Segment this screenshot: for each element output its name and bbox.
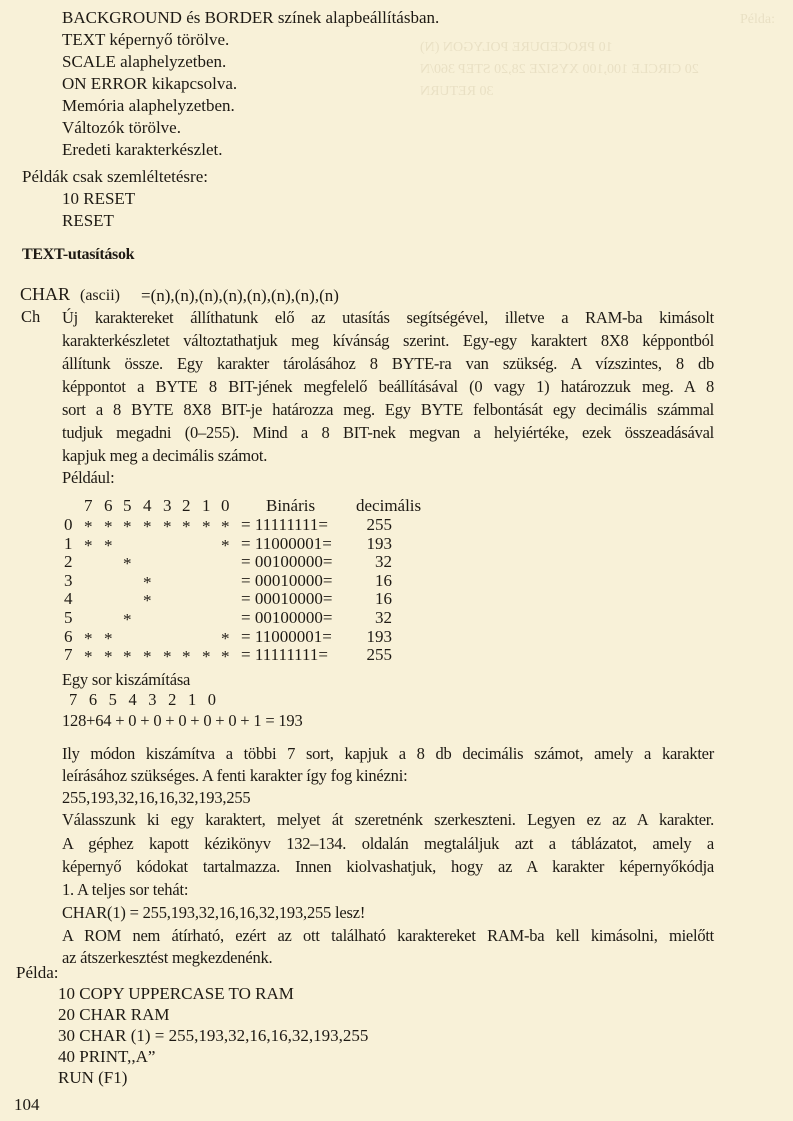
explanation-line: leírásához szükséges. A fenti karakter így fog kinézni: [62, 766, 408, 785]
pixel-cell: * [202, 517, 211, 536]
row-index: 1 [64, 533, 73, 553]
pixel-cell: * [84, 535, 93, 555]
explanation-line: az átszerkesztést megkezdenénk. [62, 948, 273, 967]
row-index: 4 [64, 589, 73, 609]
binary-header: Bináris [266, 496, 316, 515]
binary-value: = 11000001= [241, 533, 332, 553]
decimal-value: 16 [375, 589, 392, 609]
description-line: kapjuk meg a decimális számot. [62, 446, 268, 465]
code-line: RESET [62, 211, 114, 230]
pixel-cell: * [163, 517, 172, 536]
column-header: 7 [84, 496, 93, 515]
decimal-value: 32 [375, 552, 392, 572]
example-label: Például: [62, 468, 115, 487]
syntax-keyword: CHAR [20, 284, 71, 304]
pixel-cell: * [104, 517, 113, 536]
binary-value: = 11111111= [241, 515, 329, 534]
pixel-cell: * [104, 647, 113, 667]
pixel-cell: * [84, 647, 93, 667]
description-line: képpontot a BYTE 8 BIT-jének megfelelő beállításával (0 vagy 1) határozzuk meg. A 8 [62, 377, 714, 396]
row-index: 3 [64, 570, 73, 590]
description-line: tudjuk megadni (0–255). Mind a 8 BIT-nek megvan a helyiértéke, ezek összeadásával [62, 423, 714, 442]
row-calc-bits: 7 6 5 4 3 2 1 0 [69, 690, 216, 709]
pixel-cell: * [221, 535, 230, 555]
pixel-cell: * [163, 647, 172, 667]
decimal-value: 255 [366, 515, 392, 534]
pixel-cell: * [182, 517, 191, 536]
reset-examples-label: Példák csak szemléltetésre: [22, 167, 208, 186]
code-line: 40 PRINT,,A” [58, 1047, 156, 1066]
binary-value: = 00010000= [241, 589, 333, 609]
binary-value: = 00010000= [241, 570, 333, 590]
decimal-value: 193 [366, 626, 392, 646]
code-line: 10 COPY UPPERCASE TO RAM [58, 984, 294, 1003]
row-calc-label: Egy sor kiszámítása [62, 670, 191, 689]
syntax-arg: (ascii) [80, 287, 120, 304]
row-index: 0 [64, 515, 73, 534]
command-abbreviation: Ch [21, 307, 41, 326]
pixel-cell: * [123, 554, 132, 574]
pixel-cell: * [104, 535, 113, 555]
syntax-values: =(n),(n),(n),(n),(n),(n),(n),(n) [141, 286, 339, 305]
column-header: 1 [202, 496, 211, 515]
binary-value: = 00100000= [241, 608, 333, 627]
pixel-cell: * [123, 517, 132, 536]
code-line: RUN (F1) [58, 1068, 128, 1087]
binary-value: = 11111111= [241, 645, 329, 665]
section-title: TEXT-utasítások [22, 246, 135, 263]
pixel-cell: * [202, 647, 211, 667]
explanation-line: 1. A teljes sor tehát: [62, 880, 189, 899]
pixel-cell: * [143, 591, 152, 611]
description-line: karakterkészletet változtathatjuk meg kívánság szerint. Egy-egy karaktert 8X8 képpontból [62, 331, 714, 350]
reset-effect-item: SCALE alaphelyzetben. [62, 52, 227, 71]
reset-effect-item: ON ERROR kikapcsolva. [62, 74, 238, 93]
reset-effect-item: BACKGROUND és BORDER színek alapbeállításban. [62, 8, 440, 27]
explanation-line: képernyő kódokat tartalmazza. Innen kiolvashatjuk, hogy az A karakter képernyőkódja [62, 857, 714, 876]
pixel-cell: * [84, 517, 93, 536]
column-header: 4 [143, 496, 152, 515]
explanation-line: A ROM nem átírható, ezért az ott található karaktereket RAM-ba kell kimásolni, mielőtt [62, 926, 714, 945]
row-index: 6 [64, 626, 73, 646]
explanation-line: A géphez kapott kézikönyv 132–134. oldalán megtaláljuk azt a táblázatot, amely a [62, 834, 714, 853]
row-index: 5 [64, 608, 73, 627]
binary-value: = 11000001= [241, 626, 332, 646]
page-number: 104 [14, 1095, 40, 1114]
pixel-cell: * [104, 628, 113, 648]
code-line: 10 RESET [62, 189, 136, 208]
code-line: 30 CHAR (1) = 255,193,32,16,16,32,193,255 [58, 1026, 369, 1045]
row-calc-sum: 128+64 + 0 + 0 + 0 + 0 + 0 + 1 = 193 [62, 711, 303, 730]
pixel-cell: * [143, 647, 152, 667]
character-bytes: 255,193,32,16,16,32,193,255 [62, 788, 251, 807]
description-line: állítunk össze. Egy karakter tárolásához 8 BYTE-ra van szükség. A vízszintes, 8 db [62, 354, 714, 373]
reset-effect-item: Változók törölve. [62, 118, 181, 137]
decimal-header: decimális [356, 496, 422, 515]
decimal-value: 16 [375, 570, 392, 590]
pixel-cell: * [143, 572, 152, 592]
row-index: 2 [64, 552, 73, 572]
explanation-line: Válasszunk ki egy karaktert, melyet át szeretnénk szerkeszteni. Legyen ez az A karakter. [62, 810, 714, 829]
decimal-value: 32 [375, 608, 392, 627]
pixel-cell: * [123, 647, 132, 667]
code-line: 20 CHAR RAM [58, 1005, 170, 1024]
column-header: 3 [163, 496, 172, 515]
row-index: 7 [64, 645, 73, 665]
pixel-cell: * [221, 647, 230, 667]
char-assignment: CHAR(1) = 255,193,32,16,16,32,193,255 lesz! [62, 903, 366, 922]
explanation-line: Ily módon kiszámítva a többi 7 sort, kapjuk a 8 db decimális számot, amely a karakter [62, 744, 714, 763]
pixel-cell: * [182, 647, 191, 667]
pixel-cell: * [123, 610, 132, 629]
column-header: 6 [104, 496, 113, 515]
column-header: 0 [221, 496, 230, 515]
decimal-value: 193 [366, 533, 392, 553]
pixel-cell: * [84, 628, 93, 648]
decimal-value: 255 [366, 645, 392, 665]
description-line: sort a 8 BYTE 8X8 BIT-je határozza meg. Egy BYTE felbontását egy decimális számmal [62, 400, 714, 419]
reset-effect-item: Memória alaphelyzetben. [62, 96, 235, 115]
binary-value: = 00100000= [241, 552, 333, 572]
program-example-label: Példa: [16, 963, 59, 982]
description-line: Új karaktereket állíthatunk elő az utasítás segítségével, illetve a RAM-ba kimásolt [62, 308, 714, 327]
pixel-cell: * [221, 517, 230, 536]
column-header: 2 [182, 496, 191, 515]
reset-effect-item: Eredeti karakterkészlet. [62, 140, 223, 159]
reset-effect-item: TEXT képernyő törölve. [62, 30, 230, 49]
column-header: 5 [123, 496, 132, 515]
pixel-cell: * [143, 517, 152, 536]
pixel-cell: * [221, 628, 230, 648]
